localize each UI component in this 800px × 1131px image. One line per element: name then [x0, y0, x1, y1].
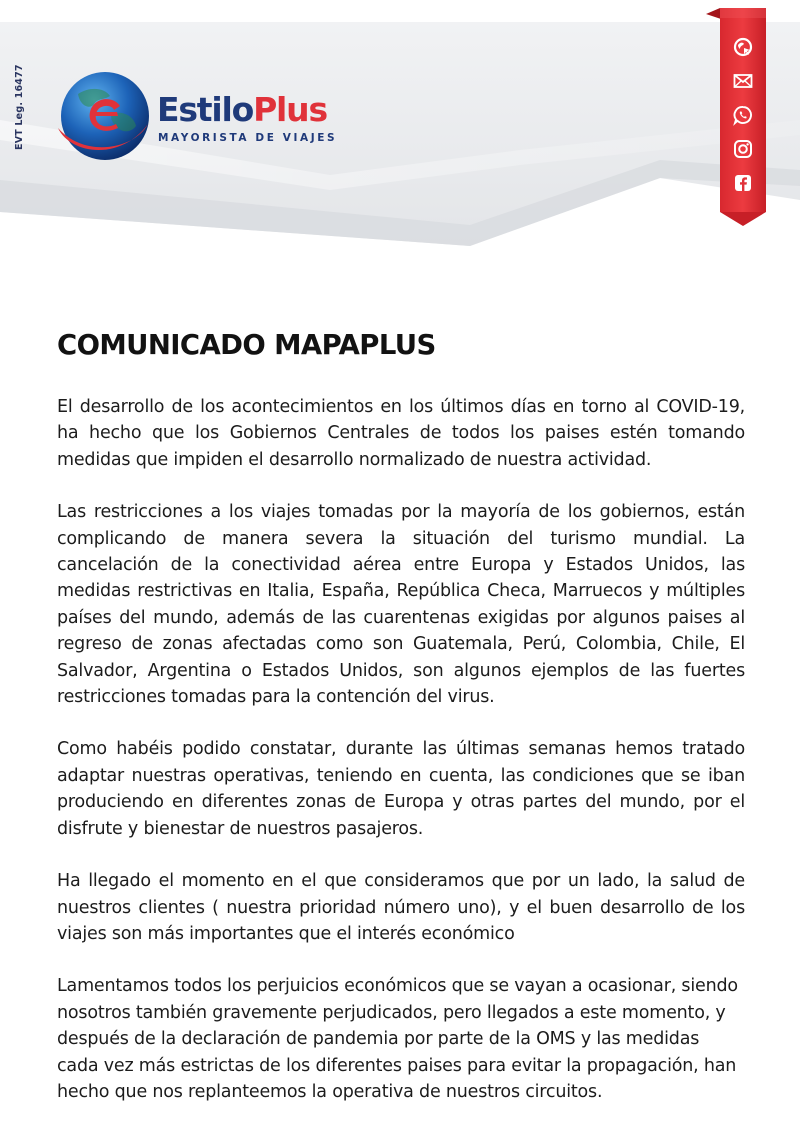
social-icons	[726, 36, 760, 194]
facebook-icon[interactable]	[732, 172, 754, 194]
brand-name-primary: Estilo	[157, 90, 254, 129]
mail-icon[interactable]	[732, 70, 754, 92]
globe-logo-icon	[50, 66, 156, 172]
paragraph: El desarrollo de los acontecimientos en los últimos días en torno al COVID-19, ha hecho que los Gobiernos Centrales de todos los paises estén tomando medidas que impiden el desarrollo normalizado de nuestra actividad.	[57, 397, 745, 470]
paragraph: Lamentamos todos los perjuicios económicos que se vayan a ocasionar, siendo nosotros también gravemente perjudicados, pero llegados a este momento, y después de la declaración de pandemia por parte de la OMS y las medidas cada vez más estrictas de los diferentes paises para evitar la propagación, han hecho que nos replanteemos la operativa de nuestros circuitos.	[57, 976, 738, 1102]
document-title: COMUNICADO MAPAPLUS	[57, 329, 436, 361]
instagram-icon[interactable]	[732, 138, 754, 160]
whatsapp-icon[interactable]	[732, 104, 754, 126]
brand-name	[157, 90, 327, 129]
paragraph: Ha llegado el momento en el que consideramos que por un lado, la salud de nuestros clientes ( nuestra prioridad número uno), y el buen desarrollo de los viajes son más importantes que el interés económico	[57, 871, 745, 944]
paragraph: Las restricciones a los viajes tomadas por la mayoría de los gobiernos, están complicando de manera severa la situación del turismo mundial. La cancelación de la conectividad aérea entre Europa y Estados Unidos, las medidas restrictivas en Italia, España, República Checa, Marruecos y múltiples países del mundo, además de las cuarentenas exigidas por algunos paises al regreso de zonas afectadas como son Guatemala, Perú, Colombia, Chile, El Salvador, Argentina o Estados Unidos, son algunos ejemplos de las fuertes restricciones tomadas para la contención del virus.	[57, 502, 745, 708]
web-icon[interactable]	[732, 36, 754, 58]
legal-license-note: EVT Leg. 16477	[14, 64, 25, 150]
document-body	[57, 394, 745, 1131]
brand-tagline: MAYORISTA DE VIAJES	[158, 132, 338, 144]
paragraph: Como habéis podido constatar, durante las últimas semanas hemos tratado adaptar nuestras operativas, teniendo en cuenta, las condiciones que se iban produciendo en diferentes zonas de Europa y otras partes del mundo, por el disfrute y bienestar de nuestros pasajeros.	[57, 739, 745, 839]
brand-name-accent: Plus	[253, 90, 327, 129]
header	[0, 0, 800, 260]
